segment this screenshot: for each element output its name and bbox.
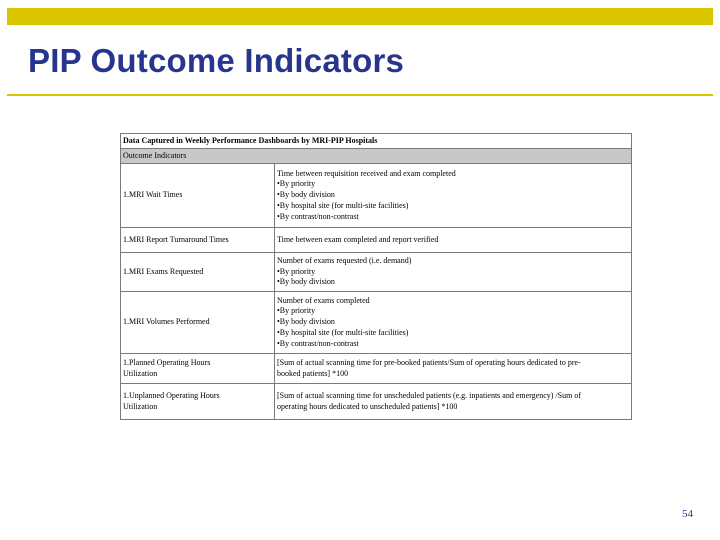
indicator-label: 1.MRI Volumes Performed [123,317,210,327]
description-line: •By contrast/non-contrast [277,338,359,348]
description-line: operating hours dedicated to unscheduled patients] *100 [277,401,458,411]
description-line: Time between exam completed and report verified [277,234,439,244]
table-header-row [121,134,632,149]
slide-title: PIP Outcome Indicators [28,42,405,79]
indicator-cell [121,164,275,228]
table-row [121,253,632,292]
description-line: Number of exams requested (i.e. demand) [277,255,412,265]
indicator-cell [121,292,275,354]
indicator-cell [121,354,275,384]
page-number: 54 [682,508,693,520]
description-line: •By contrast/non-contrast [277,211,359,221]
description-line: •By priority [277,266,316,276]
description-line: [Sum of actual scanning time for pre-booked patients/Sum of operating hours dedicated to pre- [277,357,581,367]
description-line: •By hospital site (for multi-site facilities) [277,200,409,210]
top-accent-bar [7,8,713,25]
title-divider [7,94,713,96]
indicator-label: Utilization [123,401,158,411]
table-row [121,228,632,253]
indicator-label: Utilization [123,368,158,378]
table-row [121,384,632,420]
table-header-cell: Data Captured in Weekly Performance Dashboards by MRI-PIP Hospitals [121,134,632,149]
indicator-cell [121,253,275,292]
indicator-label: 1.Unplanned Operating Hours [123,390,220,400]
outcome-indicators-table [120,133,632,420]
description-cell [275,292,632,354]
indicator-cell [121,384,275,420]
table-row [121,292,632,354]
table-row [121,354,632,384]
table-row [121,164,632,228]
description-cell [275,253,632,292]
description-line: •By body division [277,277,335,287]
description-cell [275,354,632,384]
description-line: Number of exams completed [277,295,370,305]
indicator-label: 1.MRI Report Turnaround Times [123,234,229,244]
description-line: booked patients] *100 [277,368,349,378]
description-cell [275,164,632,228]
indicator-label: 1.MRI Wait Times [123,190,183,200]
description-line: Time between requisition received and exam completed [277,168,456,178]
description-line: •By body division [277,190,335,200]
description-line: •By body division [277,317,335,327]
indicator-label: 1.Planned Operating Hours [123,357,211,367]
description-cell [275,228,632,253]
section-label: Outcome Indicators [121,149,632,164]
indicator-cell [121,228,275,253]
description-line: •By hospital site (for multi-site facilities) [277,327,409,337]
description-cell [275,384,632,420]
section-row [121,149,632,164]
description-line: [Sum of actual scanning time for unscheduled patients (e.g. inpatients and emergency) /Sum of [277,390,581,400]
indicator-label: 1.MRI Exams Requested [123,266,204,276]
description-line: •By priority [277,306,316,316]
description-line: •By priority [277,179,316,189]
